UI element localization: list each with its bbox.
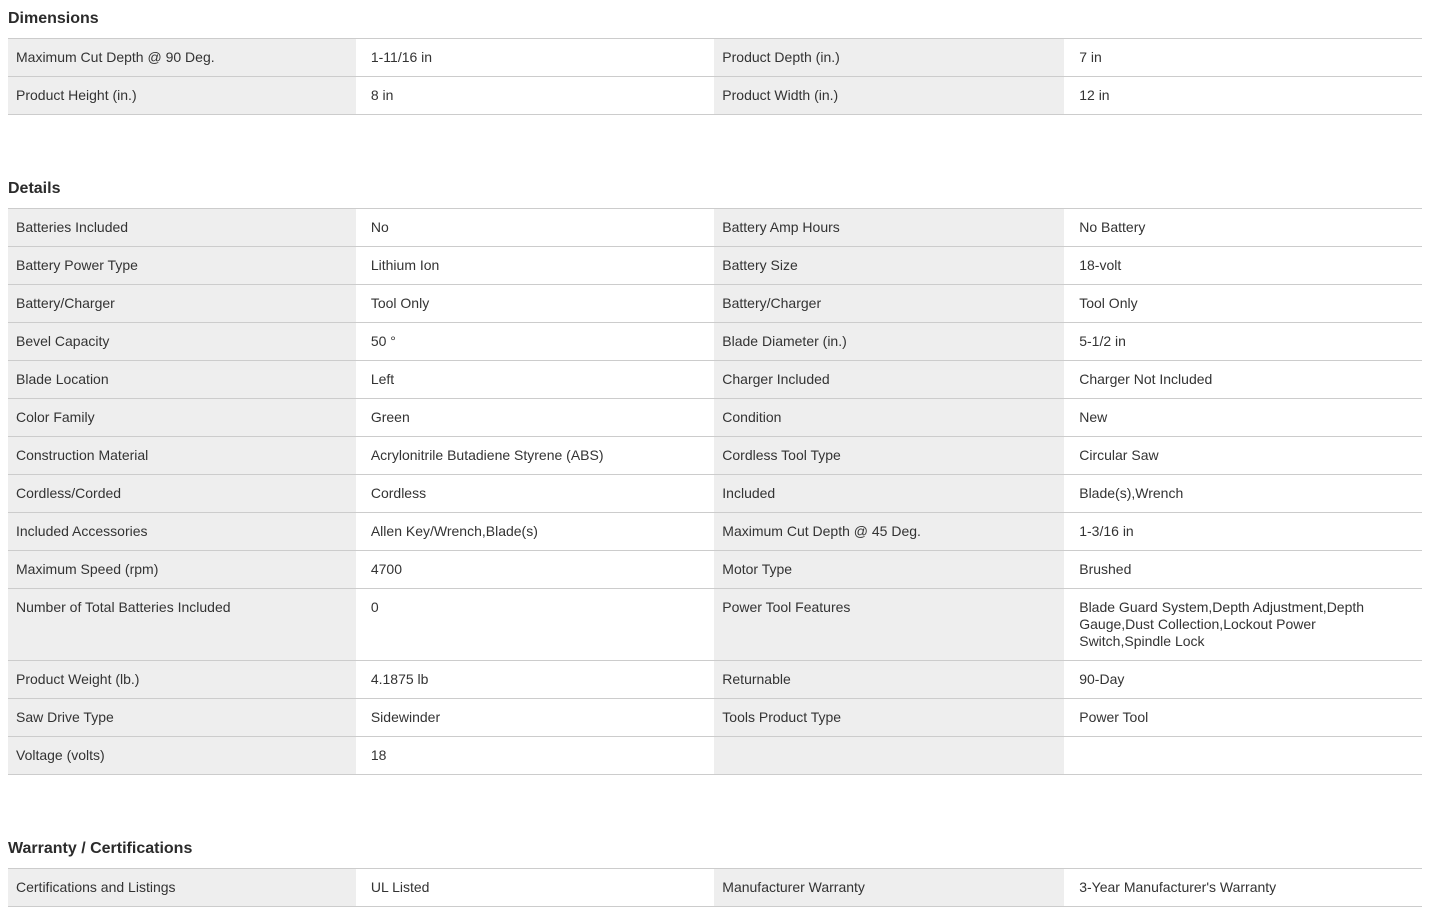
spec-label-cell: Bevel Capacity [8,323,356,360]
spec-value-cell: New [1064,399,1422,436]
spec-value-cell: Tool Only [356,285,714,322]
spec-label-cell: Battery Power Type [8,247,356,284]
section-dimensions [8,9,1422,115]
spec-label-cell: Certifications and Listings [8,869,356,906]
spec-row [8,399,1422,437]
spec-value-cell: Brushed [1064,551,1422,588]
spec-row [8,437,1422,475]
spec-label-cell: Maximum Cut Depth @ 45 Deg. [714,513,1064,550]
spec-row [8,39,1422,77]
spec-label-cell: Charger Included [714,361,1064,398]
spec-value-cell: 90-Day [1064,661,1422,698]
spec-value-cell: 1-3/16 in [1064,513,1422,550]
spec-label-cell [714,737,1064,774]
spec-row [8,323,1422,361]
spec-label-cell: Saw Drive Type [8,699,356,736]
spec-value-cell: Tool Only [1064,285,1422,322]
spec-value-cell: 4700 [356,551,714,588]
spec-value-cell: Left [356,361,714,398]
spec-value-cell: Power Tool [1064,699,1422,736]
spec-value-cell: 18 [356,737,714,774]
section-title: Dimensions [8,10,99,27]
spec-row [8,247,1422,285]
spec-label-cell: Blade Location [8,361,356,398]
spec-label-cell: Included [714,475,1064,512]
spec-label-cell: Product Width (in.) [714,77,1064,114]
spec-row [8,285,1422,323]
spec-row [8,361,1422,399]
spec-value-cell: Cordless [356,475,714,512]
spec-table-warranty [8,868,1422,907]
spec-label-cell: Maximum Speed (rpm) [8,551,356,588]
spec-value-cell: Lithium Ion [356,247,714,284]
spec-value-cell: Circular Saw [1064,437,1422,474]
spec-label-cell: Power Tool Features [714,589,1064,660]
spec-label-cell: Battery/Charger [8,285,356,322]
spec-label-cell: Included Accessories [8,513,356,550]
spec-row [8,475,1422,513]
spec-row [8,869,1422,907]
spec-table-dimensions [8,38,1422,115]
spec-value-cell: Green [356,399,714,436]
spec-value-cell: 1-11/16 in [356,39,714,76]
spec-row [8,551,1422,589]
spec-value-cell: 3-Year Manufacturer's Warranty [1064,869,1422,906]
spec-label-cell: Product Depth (in.) [714,39,1064,76]
spec-label-cell: Returnable [714,661,1064,698]
spec-row [8,77,1422,115]
spec-label-cell: Cordless/Corded [8,475,356,512]
spec-value-cell [1064,737,1422,774]
spec-label-cell: Construction Material [8,437,356,474]
spec-value-cell: Sidewinder [356,699,714,736]
spec-label-cell: Product Weight (lb.) [8,661,356,698]
spec-row [8,209,1422,247]
spec-value-cell: 18-volt [1064,247,1422,284]
spec-value-cell: Blade Guard System,Depth Adjustment,Depth Gauge,Dust Collection,Lockout Power Switch,Spindle Lock [1064,589,1422,660]
section-warranty-certifications [8,839,1422,907]
section-details [8,179,1422,775]
spec-row [8,737,1422,775]
spec-label-cell: Battery Size [714,247,1064,284]
spec-value-cell: 12 in [1064,77,1422,114]
spec-row [8,589,1422,661]
spec-value-cell: Allen Key/Wrench,Blade(s) [356,513,714,550]
spec-value-cell: Blade(s),Wrench [1064,475,1422,512]
spec-value-cell: 8 in [356,77,714,114]
spec-label-cell: Motor Type [714,551,1064,588]
spec-value-cell: UL Listed [356,869,714,906]
spec-label-cell: Battery Amp Hours [714,209,1064,246]
spec-label-cell: Blade Diameter (in.) [714,323,1064,360]
spec-value-cell: Acrylonitrile Butadiene Styrene (ABS) [356,437,714,474]
spec-value-cell: 0 [356,589,714,660]
spec-value-cell: 4.1875 lb [356,661,714,698]
spec-value-cell: No [356,209,714,246]
spec-label-cell: Condition [714,399,1064,436]
spec-value-cell: Charger Not Included [1064,361,1422,398]
spec-label-cell: Color Family [8,399,356,436]
spec-label-cell: Tools Product Type [714,699,1064,736]
spec-value-cell: No Battery [1064,209,1422,246]
spec-table-details [8,208,1422,775]
spec-label-cell: Battery/Charger [714,285,1064,322]
spec-row [8,699,1422,737]
spec-value-cell: 5-1/2 in [1064,323,1422,360]
spec-value-cell: 7 in [1064,39,1422,76]
spec-value-cell: 50 ° [356,323,714,360]
spec-row [8,513,1422,551]
spec-label-cell: Cordless Tool Type [714,437,1064,474]
spec-label-cell: Product Height (in.) [8,77,356,114]
spec-label-cell: Batteries Included [8,209,356,246]
section-title: Details [8,180,61,197]
spec-label-cell: Maximum Cut Depth @ 90 Deg. [8,39,356,76]
spec-label-cell: Manufacturer Warranty [714,869,1064,906]
spec-label-cell: Number of Total Batteries Included [8,589,356,660]
spec-row [8,661,1422,699]
section-title: Warranty / Certifications [8,840,193,857]
spec-label-cell: Voltage (volts) [8,737,356,774]
